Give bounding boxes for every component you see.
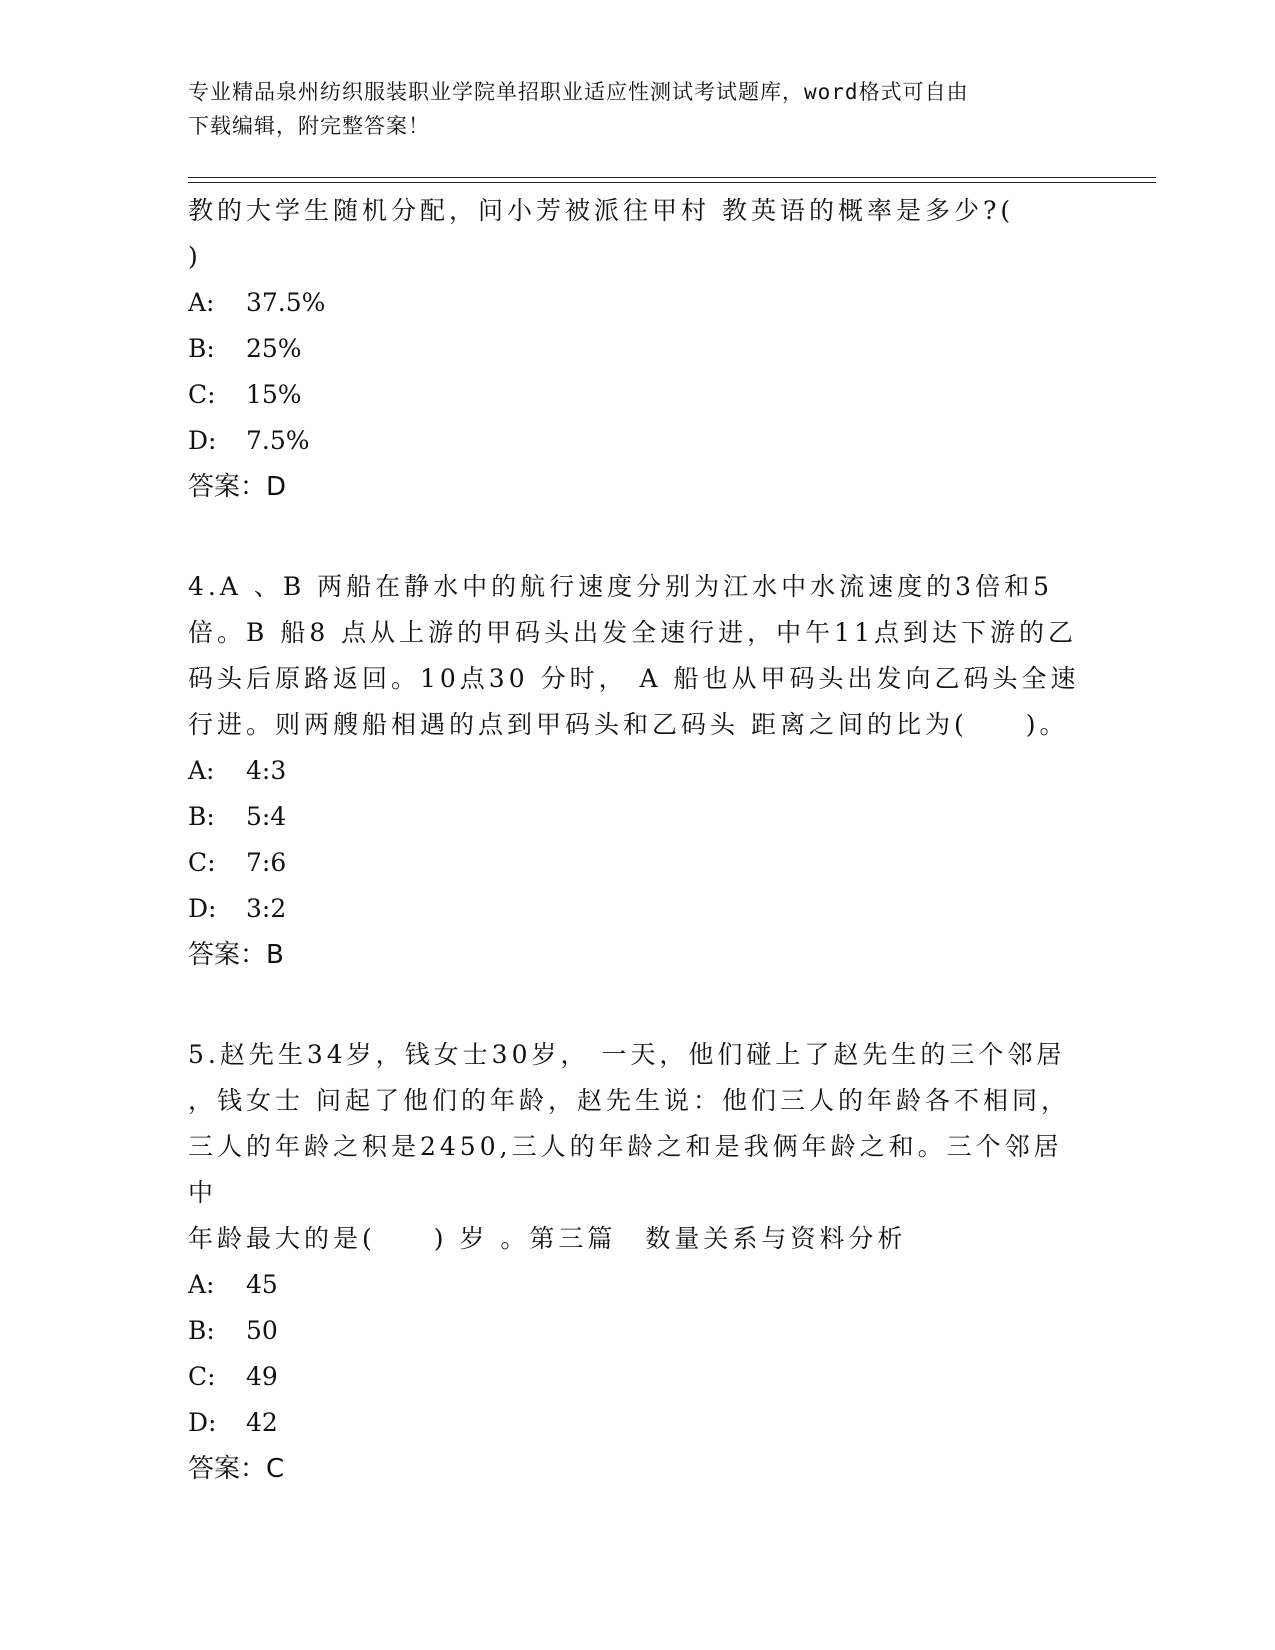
- answer-line: 答案：B: [188, 940, 284, 970]
- question-3-continued: [188, 188, 1088, 510]
- option-letter: A:: [188, 756, 215, 785]
- question-5: [188, 1032, 1088, 1492]
- option-letter: C:: [188, 380, 216, 409]
- option-letter: A:: [188, 1270, 215, 1299]
- option-d: [188, 1400, 1088, 1446]
- option-text: 49: [246, 1362, 278, 1391]
- question-stem-line: 倍。B 船8 点从上游的甲码头出发全速行进，中午11点到达下游的乙: [188, 618, 1077, 647]
- option-c: [188, 1354, 1088, 1400]
- option-b: [188, 326, 1088, 372]
- option-text: 4:3: [246, 756, 287, 785]
- question-stem-line: ，钱女士 问起了他们的年龄，赵先生说：他们三人的年龄各不相同，: [188, 1086, 1070, 1115]
- option-d: [188, 418, 1088, 464]
- option-text: 15%: [246, 380, 302, 409]
- question-stem-line: 三人的年龄之积是2450,三人的年龄之和是我俩年龄之和。三个邻居中: [188, 1132, 1063, 1207]
- option-text: 7.5%: [246, 426, 310, 455]
- option-text: 3:2: [246, 894, 287, 923]
- option-text: 45: [246, 1270, 278, 1299]
- option-a: [188, 1262, 1088, 1308]
- spacer: [188, 978, 1088, 1032]
- option-text: 37.5%: [246, 288, 326, 317]
- option-letter: B:: [188, 1316, 215, 1345]
- option-letter: C:: [188, 1362, 216, 1391]
- option-text: 5:4: [246, 802, 287, 831]
- header-line-2: 下载编辑，附完整答案！: [188, 114, 430, 138]
- option-letter: D:: [188, 426, 217, 455]
- questions-content: [188, 188, 1088, 1492]
- option-letter: D:: [188, 894, 217, 923]
- option-b: [188, 1308, 1088, 1354]
- option-text: 7:6: [246, 848, 287, 877]
- question-stem-line: 码头后原路返回。10点30 分时， A 船也从甲码头出发向乙码头全速: [188, 664, 1080, 693]
- option-b: [188, 794, 1088, 840]
- question-stem-line: 行进。则两艘船相遇的点到甲码头和乙码头 距离之间的比为( )。: [188, 710, 1069, 739]
- option-d: [188, 886, 1088, 932]
- question-stem-line: 教的大学生随机分配，问小芳被派往甲村 教英语的概率是多少?(: [188, 196, 1015, 225]
- answer-line: 答案：C: [188, 1454, 285, 1484]
- option-c: [188, 840, 1088, 886]
- option-text: 25%: [246, 334, 302, 363]
- option-text: 42: [246, 1408, 278, 1437]
- question-stem-line: 5.赵先生34岁，钱女士30岁， 一天，他们碰上了赵先生的三个邻居: [188, 1040, 1066, 1069]
- spacer: [188, 510, 1088, 564]
- header-line-1: 专业精品泉州纺织服装职业学院单招职业适应性测试考试题库，word格式可自由: [188, 80, 969, 104]
- option-a: [188, 280, 1088, 326]
- question-4: [188, 564, 1088, 978]
- option-letter: B:: [188, 334, 215, 363]
- option-letter: B:: [188, 802, 215, 831]
- option-c: [188, 372, 1088, 418]
- option-letter: A:: [188, 288, 215, 317]
- question-stem-line: 年龄最大的是( ) 岁 。第三篇 数量关系与资料分析: [188, 1224, 907, 1253]
- header-rule-top: [188, 177, 1156, 178]
- page-header: [188, 75, 1068, 143]
- option-a: [188, 748, 1088, 794]
- answer-line: 答案：D: [188, 472, 287, 502]
- option-letter: D:: [188, 1408, 217, 1437]
- question-stem-line: 4.A 、B 两船在静水中的航行速度分别为江水中水流速度的3倍和5: [188, 572, 1053, 601]
- question-stem-line: ): [188, 242, 202, 271]
- header-rule-bottom: [188, 182, 1156, 183]
- option-letter: C:: [188, 848, 216, 877]
- option-text: 50: [246, 1316, 278, 1345]
